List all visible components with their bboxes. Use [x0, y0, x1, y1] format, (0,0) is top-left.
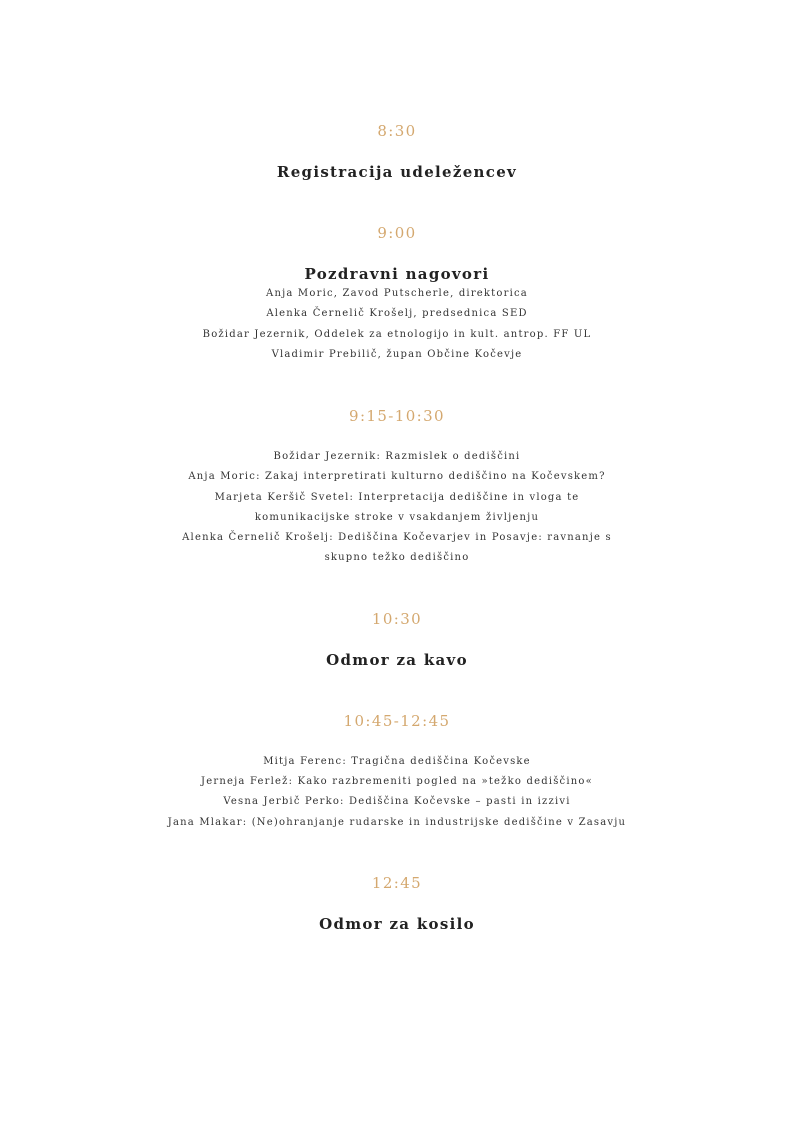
- slot-5-line-1: Mitja Ferenc: Tragična dediščina Kočevske: [263, 756, 531, 767]
- slot-2-line-3: Božidar Jezernik, Oddelek za etnologijo in kult. antrop. FF UL: [202, 329, 592, 340]
- slot-2-time: 9:00: [377, 224, 417, 242]
- slot-3-time: 9:15-10:30: [349, 407, 445, 425]
- slot-2-line-4: Vladimir Prebilič, župan Občine Kočevje: [271, 349, 523, 360]
- slot-4-time: 10:30: [371, 610, 423, 628]
- slot-6-title: Odmor za kosilo: [319, 915, 475, 933]
- slot-1-time: 8:30: [377, 122, 417, 140]
- slot-3-line-3: Marjeta Keršič Svetel: Interpretacija dediščine in vloga te: [214, 492, 580, 503]
- slot-5-line-3: Vesna Jerbič Perko: Dediščina Kočevske – pasti in izzivi: [223, 796, 571, 807]
- slot-3-line-4: komunikacijske stroke v vsakdanjem življenju: [254, 512, 540, 523]
- slot-5-line-4: Jana Mlakar: (Ne)ohranjanje rudarske in industrijske dediščine v Zasavju: [167, 817, 627, 828]
- slot-5-time: 10:45-12:45: [343, 712, 451, 730]
- slot-6-time: 12:45: [371, 874, 423, 892]
- slot-3-line-6: skupno težko dediščino: [324, 552, 470, 563]
- slot-3-line-1: Božidar Jezernik: Razmislek o dediščini: [273, 451, 521, 462]
- slot-5-line-2: Jerneja Ferlež: Kako razbremeniti pogled na »težko dediščino«: [201, 776, 593, 787]
- slot-2-title: Pozdravni nagovori: [304, 265, 490, 283]
- slot-3-line-5: Alenka Černelič Krošelj: Dediščina Kočevarjev in Posavje: ravnanje s: [182, 532, 612, 543]
- slot-2-line-1: Anja Moric, Zavod Putscherle, direktorica: [266, 288, 528, 299]
- slot-2-line-2: Alenka Černelič Krošelj, predsednica SED: [266, 308, 528, 319]
- slot-4-title: Odmor za kavo: [326, 651, 468, 669]
- slot-3-line-2: Anja Moric: Zakaj interpretirati kulturno dediščino na Kočevskem?: [188, 471, 606, 482]
- slot-1-title: Registracija udeležencev: [276, 163, 518, 181]
